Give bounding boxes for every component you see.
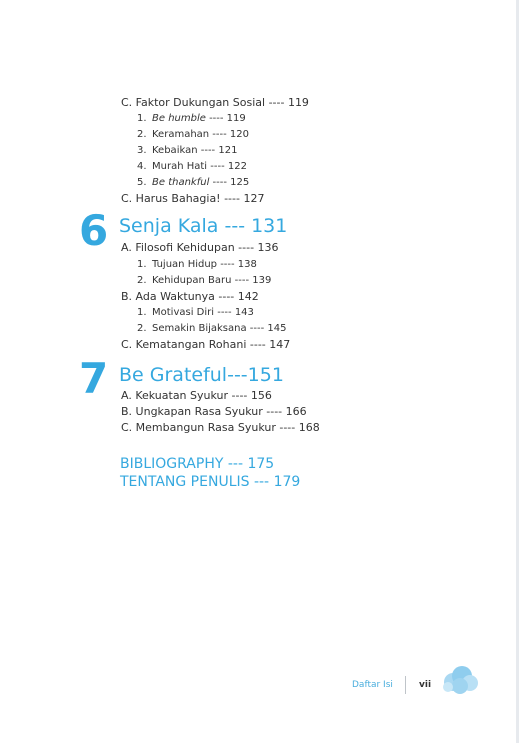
toc-entry: B. Ada Waktunya ---- 142 xyxy=(121,290,259,303)
backmatter-entry: BIBLIOGRAPHY --- 175 xyxy=(120,456,275,472)
toc-entry: A. Filosofi Kehidupan ---- 136 xyxy=(121,241,279,254)
subentry-title: Kehidupan Baru ---- 139 xyxy=(152,275,272,286)
subentry-page: ---- 120 xyxy=(209,129,250,140)
subentry-title: Be thankful xyxy=(152,177,210,188)
subentry-page: ---- 121 xyxy=(197,145,238,156)
subentry-number: 5. xyxy=(137,177,147,188)
subentry-number: 1. xyxy=(137,307,147,318)
cloud-icon xyxy=(440,660,480,696)
subentry-page: ---- 125 xyxy=(209,177,250,188)
subentry-title: Murah Hati xyxy=(152,161,208,172)
page-number: vii xyxy=(419,680,432,690)
toc-subentry xyxy=(137,176,249,190)
subentry-number: 4. xyxy=(137,161,147,172)
subentry-number: 1. xyxy=(137,259,147,270)
toc-subentry xyxy=(137,258,257,272)
toc-subentry xyxy=(137,144,237,158)
chapter-number: 6 xyxy=(79,206,109,255)
subentry-number: 3. xyxy=(137,145,147,156)
toc-subentry xyxy=(137,128,249,142)
subentry-number: 2. xyxy=(137,275,147,286)
subentry-title: Kebaikan xyxy=(152,145,198,156)
toc-subentry xyxy=(137,322,286,336)
toc-subentry xyxy=(137,160,247,174)
subentry-page: ---- 119 xyxy=(205,113,246,124)
toc-subentry xyxy=(137,112,246,126)
subentry-title: Be humble xyxy=(152,113,206,124)
toc-entry: B. Ungkapan Rasa Syukur ---- 166 xyxy=(121,405,307,418)
footer-section-label: Daftar Isi xyxy=(352,680,393,690)
backmatter-entry: TENTANG PENULIS --- 179 xyxy=(120,474,301,490)
chapter-title: Be Grateful---151 xyxy=(119,364,284,386)
subentry-page: ---- 122 xyxy=(207,161,247,172)
subentry-title: Motivasi Diri ---- 143 xyxy=(152,307,254,318)
chapter-title: Senja Kala --- 131 xyxy=(119,215,288,237)
toc-subentry xyxy=(137,274,271,288)
toc-entry: C. Harus Bahagia! ---- 127 xyxy=(121,192,265,205)
toc-subentry xyxy=(137,306,254,320)
toc-entry: C. Membangun Rasa Syukur ---- 168 xyxy=(121,421,320,434)
subentry-number: 1. xyxy=(137,113,147,124)
subentry-title: Semakin Bijaksana ---- 145 xyxy=(152,323,287,334)
subentry-number: 2. xyxy=(137,323,147,334)
subentry-title: Tujuan Hidup ---- 138 xyxy=(152,259,257,270)
toc-entry: C. Faktor Dukungan Sosial ---- 119 xyxy=(121,96,309,109)
subentry-number: 2. xyxy=(137,129,147,140)
footer-divider xyxy=(405,676,406,694)
toc-entry: A. Kekuatan Syukur ---- 156 xyxy=(121,389,272,402)
chapter-number: 7 xyxy=(79,354,109,403)
toc-entry: C. Kematangan Rohani ---- 147 xyxy=(121,338,291,351)
subentry-title: Keramahan xyxy=(152,129,210,140)
